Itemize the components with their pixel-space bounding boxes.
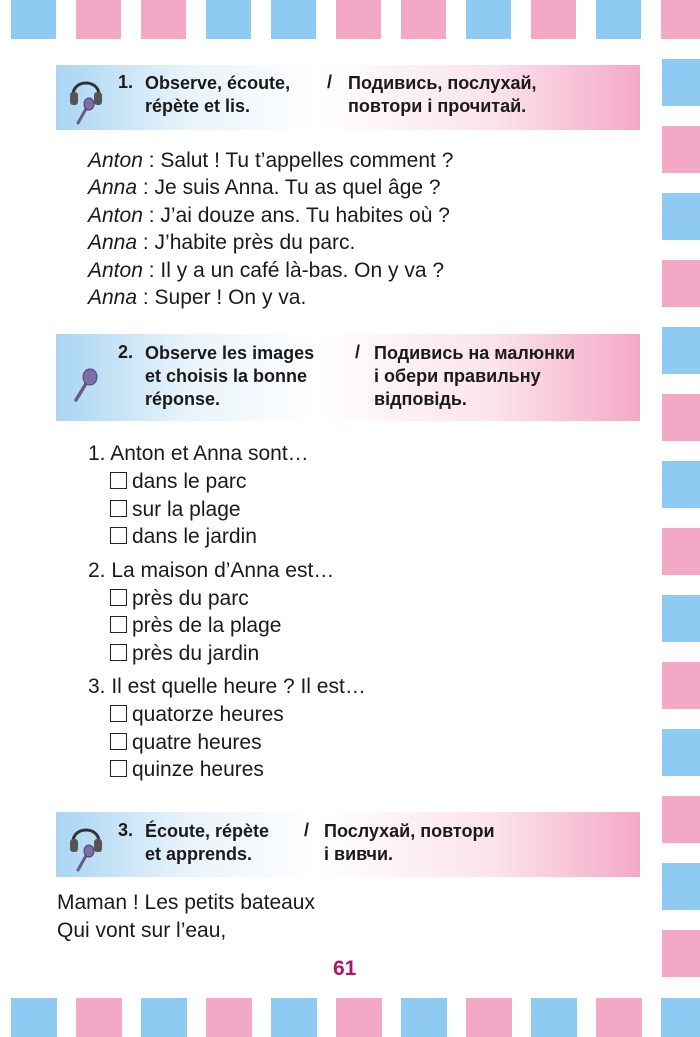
dialogue-line [88,284,453,311]
answer-option[interactable] [88,612,366,640]
option-label: sur la plage [132,497,241,521]
poem-line: Qui vont sur l’eau, [57,919,227,942]
border-square [336,0,381,39]
checkbox[interactable] [110,616,127,633]
border-square [662,729,700,776]
option-label: quatre heures [132,730,262,754]
instruction-line: Подивись, послухай, [348,73,537,93]
border-square [206,0,251,39]
line-text: : Je suis Anna. Tu as quel âge ? [137,176,441,200]
border-square [531,998,577,1037]
instruction-line: répète et lis. [145,96,251,116]
question: 1. Anton et Anna sont… [88,442,309,465]
border-square [662,327,700,374]
line-text: : Il y a un café là-bas. On y va ? [142,258,445,282]
instruction-line: відповідь. [374,389,467,409]
question: 3. Il est quelle heure ? Il est… [88,675,366,698]
instruction-line: і вивчи. [324,844,394,864]
checkbox[interactable] [110,589,127,606]
dialogue-line [88,147,453,174]
microphone-icon [68,350,104,404]
language-separator: / [327,72,333,92]
answer-option[interactable] [88,523,366,551]
instruction-line: Écoute, répète [145,821,270,841]
exercise-number: 2. [118,342,134,362]
exercise-2-header [56,334,640,421]
answer-option[interactable] [88,468,366,496]
checkbox[interactable] [110,500,127,517]
question: 2. La maison d’Anna est… [88,558,335,582]
instruction-line: повтори і прочитай. [348,96,527,116]
answer-option[interactable] [88,701,366,729]
checkbox[interactable] [110,705,127,722]
border-square [401,998,447,1037]
checkbox[interactable] [110,527,127,544]
speaker-name: Anna [88,286,138,310]
border-square [336,998,382,1037]
border-square [662,461,700,508]
border-square [206,998,252,1037]
checkbox[interactable] [110,733,127,750]
instruction-french [145,72,290,118]
dialogue-line [88,174,453,201]
instruction-french [145,820,269,866]
line-text: : J’habite près du parc. [137,231,356,255]
border-square [466,0,511,39]
instruction-line: Подивись на малюнки [374,343,576,363]
option-label: quinze heures [132,758,264,781]
border-square [662,260,700,307]
border-square [662,930,700,977]
speaker-name: Anna [88,231,138,255]
language-separator: / [355,342,361,362]
border-square [466,998,512,1037]
instruction-ukrainian [374,342,575,411]
line-text: : J’ai douze ans. Tu habites où ? [142,203,450,227]
border-square [76,998,122,1037]
line-text: : Super ! On y va. [137,286,307,310]
instruction-line: Observe, écoute, [145,73,291,93]
checkbox[interactable] [110,760,127,777]
option-label: dans le parc [132,470,247,493]
border-square [662,863,700,910]
option-label: quatorze heures [132,703,284,726]
language-separator: / [304,820,310,840]
instruction-french [145,342,314,411]
border-square [662,595,700,642]
instruction-ukrainian [348,72,537,118]
dialogue [88,147,453,311]
headphones-microphone-icon [68,818,104,872]
option-label: près du jardin [132,641,260,665]
border-square [141,998,187,1037]
answer-option[interactable] [88,640,366,668]
exercise-3-header [56,812,640,877]
border-square [271,0,316,39]
border-square [401,0,446,39]
checkbox[interactable] [110,472,127,489]
exercise-1-header [56,65,640,130]
border-square [662,59,700,106]
border-square [661,0,700,39]
instruction-line: et apprends. [145,844,253,864]
instruction-line: і обери правильну [374,366,541,386]
border-square [662,126,700,173]
instruction-ukrainian [324,820,495,866]
border-square [662,193,700,240]
exercise-number: 3. [118,820,134,840]
option-label: dans le jardin [132,525,257,548]
dialogue-line [88,229,453,256]
border-square [662,528,700,575]
poem-line: Maman ! Les petits bateaux [57,891,315,914]
border-square [531,0,576,39]
option-label: près de la plage [132,614,282,637]
quiz [88,440,366,784]
instruction-line: réponse. [145,389,221,409]
answer-option[interactable] [88,585,366,613]
border-square [662,394,700,441]
line-text: : Salut ! Tu t’appelles comment ? [142,149,454,172]
answer-option[interactable] [88,756,366,784]
instruction-line: Observe les images [145,343,315,363]
border-square [662,662,700,709]
border-square [11,0,56,39]
speaker-name: Anton [88,203,143,227]
border-square [271,998,317,1037]
answer-option[interactable] [88,496,366,524]
border-square [76,0,121,39]
dialogue-line [88,202,453,229]
speaker-name: Anton [88,258,143,282]
poem [57,889,315,945]
headphones-microphone-icon [68,71,104,125]
border-square [596,0,641,39]
option-label: près du parc [132,586,249,610]
instruction-line: et choisis la bonne [145,366,308,386]
page-number: 61 [333,957,357,980]
border-square [596,998,642,1037]
instruction-line: Послухай, повтори [324,821,495,841]
speaker-name: Anna [88,176,138,200]
border-square [11,998,57,1037]
border-square [661,998,700,1037]
border-square [141,0,186,39]
answer-option[interactable] [88,729,366,757]
exercise-number: 1. [118,72,134,92]
dialogue-line [88,257,453,284]
checkbox[interactable] [110,644,127,661]
border-square [662,796,700,843]
speaker-name: Anton [88,149,143,172]
